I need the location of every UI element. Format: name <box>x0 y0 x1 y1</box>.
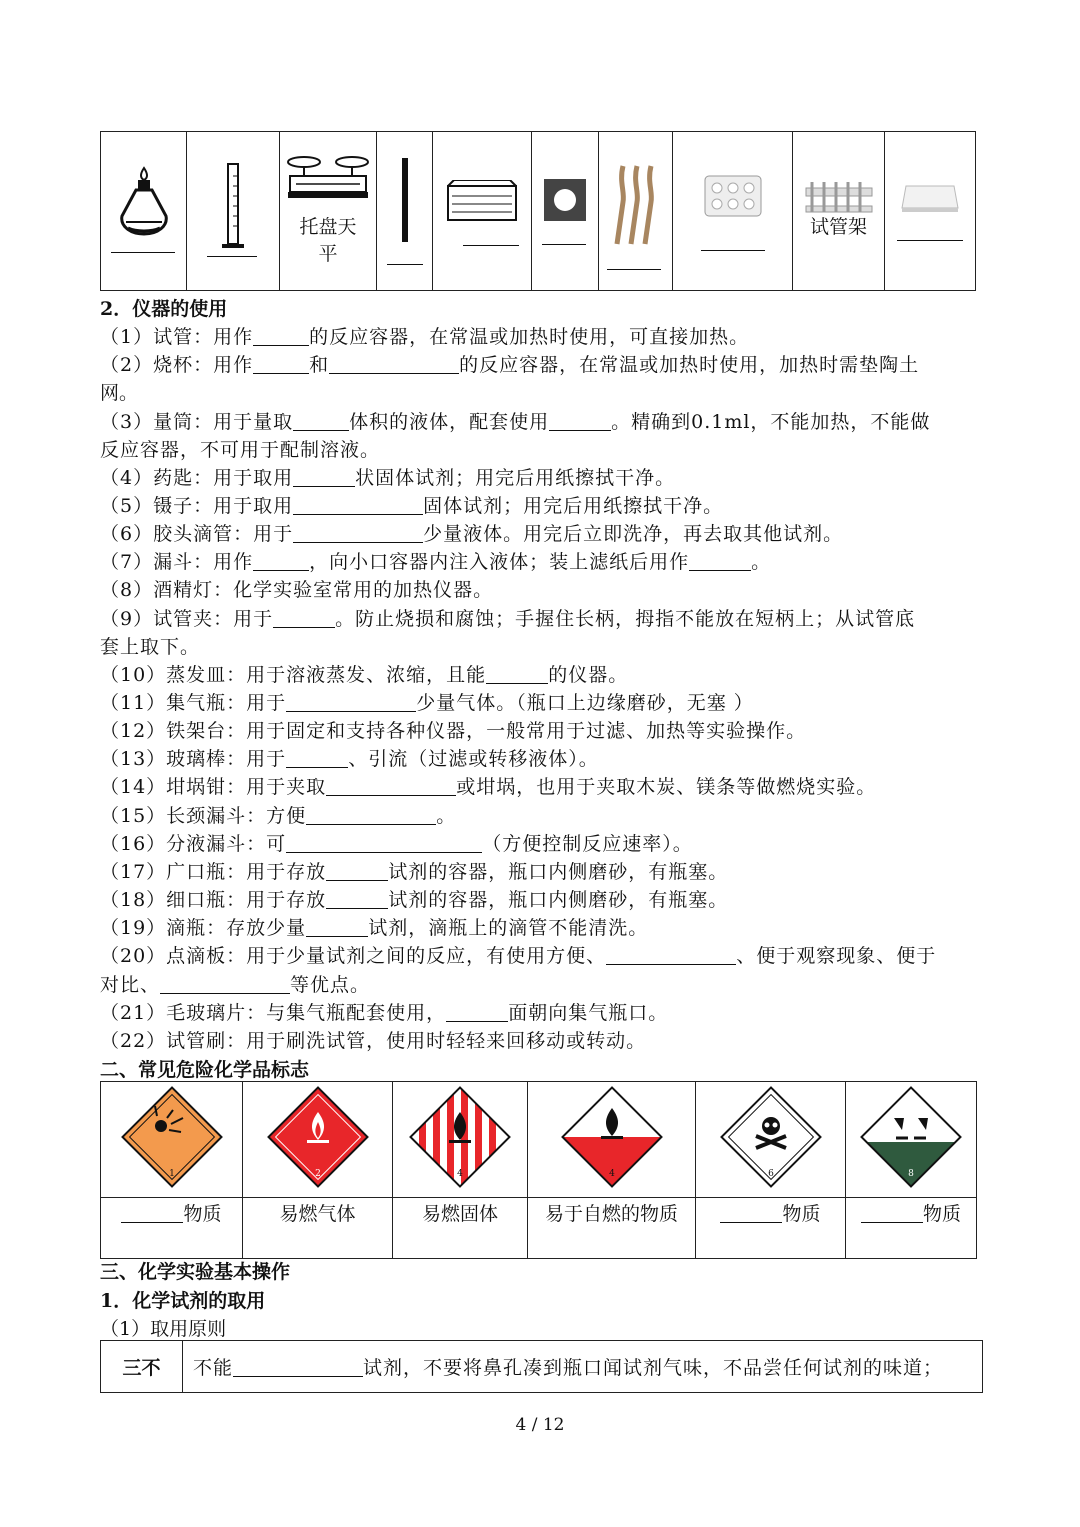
line-21: （18）细口瓶：用于存放 试剂的容器，瓶口内侧磨砂，有瓶塞。 <box>100 889 729 911</box>
blank[interactable] <box>293 495 423 515</box>
blank[interactable] <box>326 889 388 909</box>
flammable-solid-sign-icon <box>405 1082 515 1192</box>
instrument-crucible-triangle <box>532 132 599 291</box>
sanbu-table <box>100 1340 983 1393</box>
blank[interactable] <box>326 776 456 796</box>
blank-3[interactable] <box>387 264 423 265</box>
wire-gauze-icon <box>446 180 518 224</box>
hazard-cell-flammable-solid <box>393 1082 528 1198</box>
blank[interactable] <box>160 974 290 994</box>
line-11: （9）试管夹：用于 。防止烧损和腐蚀；手握住长柄，拇指不能放在短柄上；从试管底 <box>100 608 916 630</box>
spot-plate-icon <box>703 174 763 218</box>
spontaneous-combustion-sign-icon <box>557 1082 667 1192</box>
line-22: （19）滴瓶：存放少量 试剂，滴瓶上的滴管不能清洗。 <box>100 917 649 939</box>
line-23: （20）点滴板：用于少量试剂之间的反应，有使用方便、 、便于观察现象、便于 <box>100 945 937 967</box>
ceramic-mesh-icon <box>543 178 587 222</box>
instrument-spot-plate <box>673 132 793 291</box>
line-14: （11）集气瓶：用于 少量气体。（瓶口上边缘磨砂，无塞 ） <box>100 692 754 714</box>
blank[interactable] <box>720 1203 782 1223</box>
blank[interactable] <box>286 692 416 712</box>
instrument-test-tube-brush <box>599 132 673 291</box>
line-8: （6）胶头滴管：用于 少量液体。用完后立即洗净，再去取其他试剂。 <box>100 523 844 545</box>
line-12: 套上取下。 <box>100 636 201 658</box>
blank[interactable] <box>293 523 423 543</box>
hazard-heading: 二、常见危险化学品标志 <box>100 1059 310 1081</box>
page-number: 4 / 12 <box>515 1415 565 1435</box>
line-18: （15）长颈漏斗：方便 。 <box>100 805 457 827</box>
blank[interactable] <box>273 608 335 628</box>
hazard-caption-2: 易燃气体 <box>243 1198 393 1259</box>
blank[interactable] <box>253 551 309 571</box>
section-3-sub1-1: （1）取用原则 <box>100 1318 227 1340</box>
hazard-number: 4 <box>457 1169 463 1179</box>
instrument-graduated-cylinder <box>187 132 280 291</box>
corrosive-sign-icon <box>856 1082 966 1192</box>
hazard-table <box>100 1081 977 1259</box>
glass-rod-icon <box>400 158 410 242</box>
tube-rack-label: 试管架 <box>809 216 867 238</box>
hazard-number: 6 <box>767 1169 774 1179</box>
blank[interactable] <box>861 1203 923 1223</box>
line-6: （4）药匙：用于取用 状固体试剂；用完后用纸擦拭干净。 <box>100 467 676 489</box>
blank[interactable] <box>286 833 482 853</box>
instrument-alcohol-lamp <box>101 132 187 291</box>
hazard-caption-4: 易于自燃的物质 <box>528 1198 696 1259</box>
blank[interactable] <box>306 805 436 825</box>
blank-5[interactable] <box>542 244 586 245</box>
instrument-glass-slide <box>885 132 976 291</box>
blank[interactable] <box>121 1203 183 1223</box>
blank[interactable] <box>253 354 309 374</box>
blank[interactable] <box>253 326 309 346</box>
line-7: （5）镊子：用于取用 固体试剂；用完后用纸擦拭干净。 <box>100 495 724 517</box>
hazard-number: 1 <box>168 1169 175 1179</box>
hazard-number: 2 <box>314 1169 321 1179</box>
line-10: （8）酒精灯：化学实验室常用的加热仪器。 <box>100 579 494 601</box>
blank[interactable] <box>293 411 349 431</box>
line-1: （1）试管：用作 的反应容器，在常温或加热时使用，可直接加热。 <box>100 326 750 348</box>
hazard-number: 4 <box>608 1169 615 1179</box>
blank[interactable] <box>329 354 459 374</box>
blank[interactable] <box>689 551 751 571</box>
blank[interactable] <box>446 1002 508 1022</box>
instrument-glass-rod <box>377 132 433 291</box>
blank-8[interactable] <box>897 240 963 241</box>
hazard-number: 8 <box>908 1169 914 1179</box>
frosted-glass-icon <box>900 182 960 216</box>
hazard-caption-1: 物质 <box>101 1198 243 1259</box>
blank-7[interactable] <box>701 250 765 251</box>
line-19: （16）分液漏斗：可 （方便控制反应速率）。 <box>100 833 693 855</box>
blank[interactable] <box>326 861 388 881</box>
blank[interactable] <box>286 748 348 768</box>
blank[interactable] <box>293 467 355 487</box>
line-5: 反应容器，不可用于配制溶液。 <box>100 439 381 461</box>
section-2-heading: 2．仪器的使用 <box>100 298 228 320</box>
blank-2[interactable] <box>207 256 257 257</box>
toxic-sign-icon <box>716 1082 826 1192</box>
explosive-sign-icon <box>117 1082 227 1192</box>
line-25: （21）毛玻璃片：与集气瓶配套使用， 面朝向集气瓶口。 <box>100 1002 669 1024</box>
alcohol-lamp-icon <box>114 164 174 244</box>
blank-1[interactable] <box>111 252 175 253</box>
hazard-caption-3: 易燃固体 <box>393 1198 528 1259</box>
line-26: （22）试管刷：用于刷洗试管，使用时轻轻来回移动或转动。 <box>100 1030 647 1052</box>
blank[interactable] <box>306 917 368 937</box>
line-9: （7）漏斗：用作 ，向小口容器内注入液体；装上滤纸后用作 。 <box>100 551 772 573</box>
line-24: 对比、 等优点。 <box>100 974 371 996</box>
section-3-heading: 三、化学实验基本操作 <box>100 1261 291 1283</box>
brush-icon <box>611 162 661 246</box>
flammable-gas-sign-icon <box>263 1082 373 1192</box>
blank[interactable] <box>606 945 736 965</box>
section-3-sub1: 1．化学试剂的取用 <box>100 1290 266 1312</box>
line-2: （2）烧杯：用作 和 的反应容器，在常温或加热时使用，加热时需垫陶土 <box>100 354 920 376</box>
sanbu-label: 三不 <box>101 1341 183 1393</box>
line-20: （17）广口瓶：用于存放 试剂的容器，瓶口内侧磨砂，有瓶塞。 <box>100 861 729 883</box>
hazard-cell-explosive <box>101 1082 243 1198</box>
line-13: （10）蒸发皿：用于溶液蒸发、浓缩，且能 的仪器。 <box>100 664 629 686</box>
hazard-cell-corrosive <box>846 1082 977 1198</box>
balance-label: 托盘天平 <box>299 216 357 265</box>
hazard-cell-flammable-gas <box>243 1082 393 1198</box>
line-16: （13）玻璃棒：用于 、引流（过滤或转移液体）。 <box>100 748 599 770</box>
instrument-balance <box>280 132 377 291</box>
hazard-caption-5: 物质 <box>696 1198 846 1259</box>
instrument-test-tube-rack <box>793 132 885 291</box>
blank[interactable] <box>233 1357 363 1377</box>
blank-6[interactable] <box>607 269 661 270</box>
hazard-cell-spontaneous <box>528 1082 696 1198</box>
sanbu-text: 不能 试剂，不要将鼻孔凑到瓶口闻试剂气味，不品尝任何试剂的味道； <box>183 1341 983 1393</box>
instrument-asbestos-net <box>433 132 532 291</box>
balance-icon <box>284 152 372 202</box>
hazard-cell-toxic <box>696 1082 846 1198</box>
line-17: （14）坩埚钳：用于夹取 或坩埚，也用于夹取木炭、镁条等做燃烧实验。 <box>100 776 877 798</box>
line-4: （3）量筒：用于量取 体积的液体，配套使用 。精确到0.1ml，不能加热，不能做 <box>100 411 931 433</box>
hazard-caption-6: 物质 <box>846 1198 977 1259</box>
blank-4[interactable] <box>463 245 519 246</box>
blank[interactable] <box>486 664 548 684</box>
graduated-cylinder-icon <box>218 162 248 252</box>
blank[interactable] <box>549 411 611 431</box>
instrument-table <box>100 131 976 291</box>
line-15: （12）铁架台：用于固定和支持各种仪器，一般常用于过滤、加热等实验操作。 <box>100 720 807 742</box>
line-3: 网。 <box>100 382 139 404</box>
